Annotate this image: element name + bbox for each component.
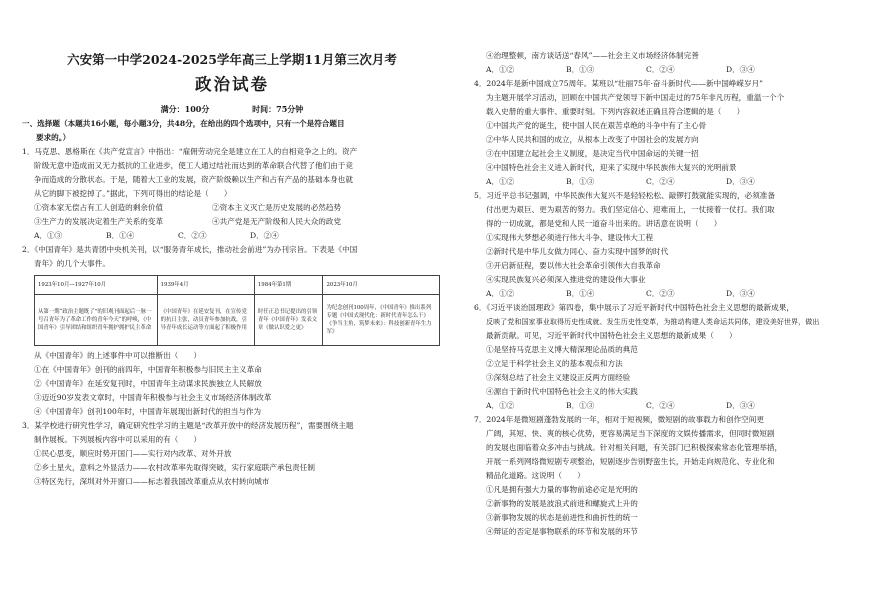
- question-stem-line: 阶级无意中造成而又无力抵抗的工业进步，使工人通过结社而达到的革命联合代替了他们由于竞: [34, 161, 353, 170]
- question-5: [474, 189, 859, 301]
- answer-options: [22, 229, 442, 243]
- section-line: 要求的。）: [36, 133, 71, 142]
- statement-item: ③特区先行，深圳对外开窗口——标志着我国改革重点从农村转向城市: [34, 477, 270, 486]
- question-stem-line: 付出更为艰巨、更为艰苦的努力。我们坚定信心、迎难而上，一仗接着一仗打。我们取: [486, 205, 775, 214]
- question-stem-line: 精品化道路。这说明（ ）: [486, 471, 585, 480]
- answer-option: A．①②: [486, 289, 515, 298]
- answer-option: A．①③: [34, 231, 63, 240]
- statement-item: ①凡是拥有强大力量的事物前途必定是光明的: [486, 485, 638, 494]
- answer-option: B．①④: [566, 289, 595, 298]
- statement-item: ④辩证的否定是事物联系的环节和发展的环节: [486, 527, 638, 536]
- question-stem-line: 为主题开展学习活动，回顾在中国共产党领导下新中国走过的75年非凡历程，重温一个个: [486, 93, 785, 102]
- left-column: [22, 0, 442, 489]
- answer-option: D．②④: [250, 231, 279, 240]
- question-stem-line: 广阔，其短、快、爽的核心优势，更容易满足当下深度的文娱传播需求，但同时微短剧: [486, 429, 775, 438]
- statement-item: ①民心思变，顺应时势开国门——实行对内改革、对外开放: [34, 449, 232, 458]
- question-stem-line: 1．马克思、恩格斯在《共产党宣言》中指出：“雇佣劳动完全是建立在工人的自相竞争之上的。资产: [22, 147, 358, 156]
- question-stem-line: 5．习近平总书记强调，中华民族伟大复兴不是轻轻松松、敲锣打鼓就能实现的，必须准备: [474, 191, 775, 200]
- question-3-continued: [474, 49, 859, 77]
- table-header-cell: 2023年10月: [323, 276, 440, 295]
- statement-item: ①中国共产党的诞生，使中国人民在艰苦卓绝的斗争中有了主心骨: [486, 121, 707, 130]
- question-4: [474, 77, 859, 189]
- question-stem-line: 4．2024年是新中国成立75周年。某班以“壮丽75年·奋斗新时代——新中国峥嵘岁月”: [474, 79, 764, 88]
- statement-item: ③迈近90岁发表文章时，中国青年积极参与社会主义市场经济体制改革: [34, 393, 272, 402]
- answer-option: B．①③: [566, 177, 595, 186]
- question-prompt: 从《中国青年》的上述事件中可以推断出（ ）: [34, 351, 202, 360]
- answer-option: A．①②: [486, 401, 515, 410]
- question-1: [22, 145, 442, 243]
- answer-options: [474, 63, 859, 77]
- statement-item: ③生产力的发展决定着生产关系的变革: [34, 217, 164, 226]
- answer-option: C．②③: [646, 289, 675, 298]
- table-header-cell: 1923年10月—1927年10月: [35, 276, 158, 295]
- question-stem-line: 反映了党和国家事业取得历史性成就、发生历史性变革，为推动构建人类命运共同体，建设美好世界，做出: [486, 317, 820, 326]
- statement-item: ②乡土星火，意料之外显活力——农村改革率先取得突破，实行家庭联产承包责任制: [34, 463, 315, 472]
- subject-title: 政治试卷: [195, 75, 269, 94]
- question-stem-line: 得的一切成就，都是党和人民一道奋斗出来的。讲话意在说明（ ）: [486, 219, 722, 228]
- question-stem-line: 6．《习近平谈治国理政》第四卷，集中展示了习近平新时代中国特色社会主义思想的最新成果，: [474, 303, 794, 312]
- question-stem-line: 的发展也面临着众多冲击与挑战。针对相关问题，有关部门已积极探索常态化管理举措，: [486, 443, 783, 452]
- statement-item: ①在《中国青年》创刊的前四年，中国青年积极参与旧民主主义革命: [34, 365, 262, 374]
- question-stem-line: 制作展板。下列展板内容中可以采用的有（ ）: [34, 435, 202, 444]
- timeline-table: [34, 275, 440, 346]
- question-3: [22, 419, 442, 489]
- answer-option: D．③④: [726, 177, 755, 186]
- answer-option: C．②④: [646, 177, 675, 186]
- statement-item: ④实现民族复兴必须深入推进党的建设伟大事业: [486, 275, 646, 284]
- statement-item: ③新事物发展的状态是前进性和曲折性的统一: [486, 513, 638, 522]
- answer-option: D．③④: [726, 401, 755, 410]
- question-stem-line: 载入史册的重大事件、重要时刻。下列内容叙述正确且符合逻辑的是（ ）: [486, 107, 745, 116]
- answer-option: B．①④: [106, 231, 135, 240]
- time-label: 时间：75分钟: [252, 104, 304, 114]
- question-stem-line: 7．2024年是微短剧蓬勃发展的一年，相对于短视频，微短剧的故事载力和创作空间更: [474, 415, 764, 424]
- question-stem-line: 开展一系列网络微短剧专项整治，短剧逐步告别野蛮生长，开始走向规范化、专业化和: [486, 457, 775, 466]
- answer-options: [474, 399, 859, 413]
- statement-item: ③在中国建立起社会主义制度，是决定当代中国命运的关键一招: [486, 149, 699, 158]
- table-cell: 为纪念创刊100周年，《中国青年》推出系列专题《中国式现代化：新时代青年怎么干》《争当主角，筑梦未来》：科技创新青年生力军》: [323, 295, 440, 346]
- answer-option: C．②④: [646, 65, 675, 74]
- answer-option: A．①②: [486, 177, 515, 186]
- answer-option: D．③④: [726, 289, 755, 298]
- statement-item: ②资本主义灭亡是历史发展的必然趋势: [212, 203, 342, 212]
- statement-item: ②立足于科学社会主义的基本观点和方法: [486, 359, 623, 368]
- answer-option: A．①②: [486, 65, 515, 74]
- answer-option: C．②③: [178, 231, 207, 240]
- statement-item: ④中国特色社会主义进入新时代，迎来了实现中华民族伟大复兴的光明前景: [486, 163, 737, 172]
- question-stem-line: 争而造成的分散状态。于是，随着大工业的发展，资产阶级赖以生产和占有产品的基础本身也就: [34, 175, 353, 184]
- section-line: 一、选择题（本题共16小题，每小题3分，共48分，在给出的四个选项中，只有一个是符合题目: [22, 119, 345, 128]
- answer-options: [474, 287, 859, 301]
- table-cell: 《中国青年》在延安复刊，在宣传党的抗日主张，动员青年参加抗战，引导青年成长运动等方面起了积极作用: [157, 295, 254, 346]
- table-header-cell: 1939年4月: [157, 276, 254, 295]
- statement-item: ②《中国青年》在延安复刊时，中国青年主动谋求民族独立人民解放: [34, 379, 262, 388]
- question-stem-line: 青年》的几个大事件。: [34, 259, 110, 268]
- question-6: [474, 301, 859, 413]
- right-column: [474, 49, 859, 539]
- statement-item: ②新时代是中华儿女做力同心、奋力实现中国梦的时代: [486, 247, 669, 256]
- table-cell: 从第一期“政治主题既了”的旧观刊面起后一脉一号召青年为了革命工作的青年今天“的呼唤，《中国青年》引导团结和组织青年拥护拥护民主革命: [35, 295, 158, 346]
- statement-item: ④共产党是无产阶级和人民大众的政党: [212, 217, 342, 226]
- statement-item: ③开启新征程，要以伟大社会革命引领伟大自我革命: [486, 261, 661, 270]
- question-2: [22, 243, 442, 419]
- statement-grid: [22, 201, 442, 229]
- exam-title: 六安第一中学2024-2025学年高三上学期11月第三次月考: [67, 52, 397, 67]
- answer-options: [474, 175, 859, 189]
- answer-option: B．①③: [566, 65, 595, 74]
- statement-item: ④《中国青年》创刊100年时，中国青年展现出新时代的担当与作为: [34, 407, 262, 416]
- question-7: [474, 413, 859, 539]
- question-stem-line: 3．某学校进行研究性学习，确定研究性学习的主题是“改革开放中的经济发展历程”，需要围绕主题: [22, 421, 354, 430]
- statement-item: ①资本家无偿占有工人创造的剩余价值: [34, 203, 164, 212]
- table-cell: 时任正总书记提出的引领青年《中国青年》发表文章《做认识爱之更》: [254, 295, 323, 346]
- statement-item: ②中华人民共和国的成立，从根本上改变了中国社会的发展方向: [486, 135, 699, 144]
- statement-item: ④源自于新时代中国特色社会主义的伟大实践: [486, 387, 638, 396]
- answer-option: B．①③: [566, 401, 595, 410]
- section-heading: [22, 117, 442, 145]
- question-stem-line: 从它的脚下被挖掉了。”据此，下列可得出的结论是（ ）: [34, 189, 232, 198]
- answer-option: D．③④: [726, 65, 755, 74]
- table-header-cell: 1984年第1期: [254, 276, 323, 295]
- exam-meta: [22, 102, 442, 116]
- score-label: 满分：100分: [160, 104, 210, 114]
- answer-option: C．②④: [646, 401, 675, 410]
- question-stem-line: 2．《中国青年》是共青团中央机关刊，以“服务青年成长，推动社会前进”为办刊宗旨。下表是《中国: [22, 245, 358, 254]
- statement-item: ①实现伟大梦想必须进行伟大斗争、建设伟大工程: [486, 233, 654, 242]
- question-stem-line: 最新贡献。可见，习近平新时代中国特色社会主义思想的最新成果（ ）: [486, 331, 737, 340]
- statement-item: ②新事物的发展是波浪式前进和螺旋式上升的: [486, 499, 638, 508]
- statement-item: ③深刻总结了社会主义建设正反两方面经验: [486, 373, 631, 382]
- statement-item: ④治理整顿，南方谈话送“春风”——社会主义市场经济体制完善: [486, 51, 699, 60]
- statement-item: ①是坚持马克思主义博大精深理论品质的典范: [486, 345, 638, 354]
